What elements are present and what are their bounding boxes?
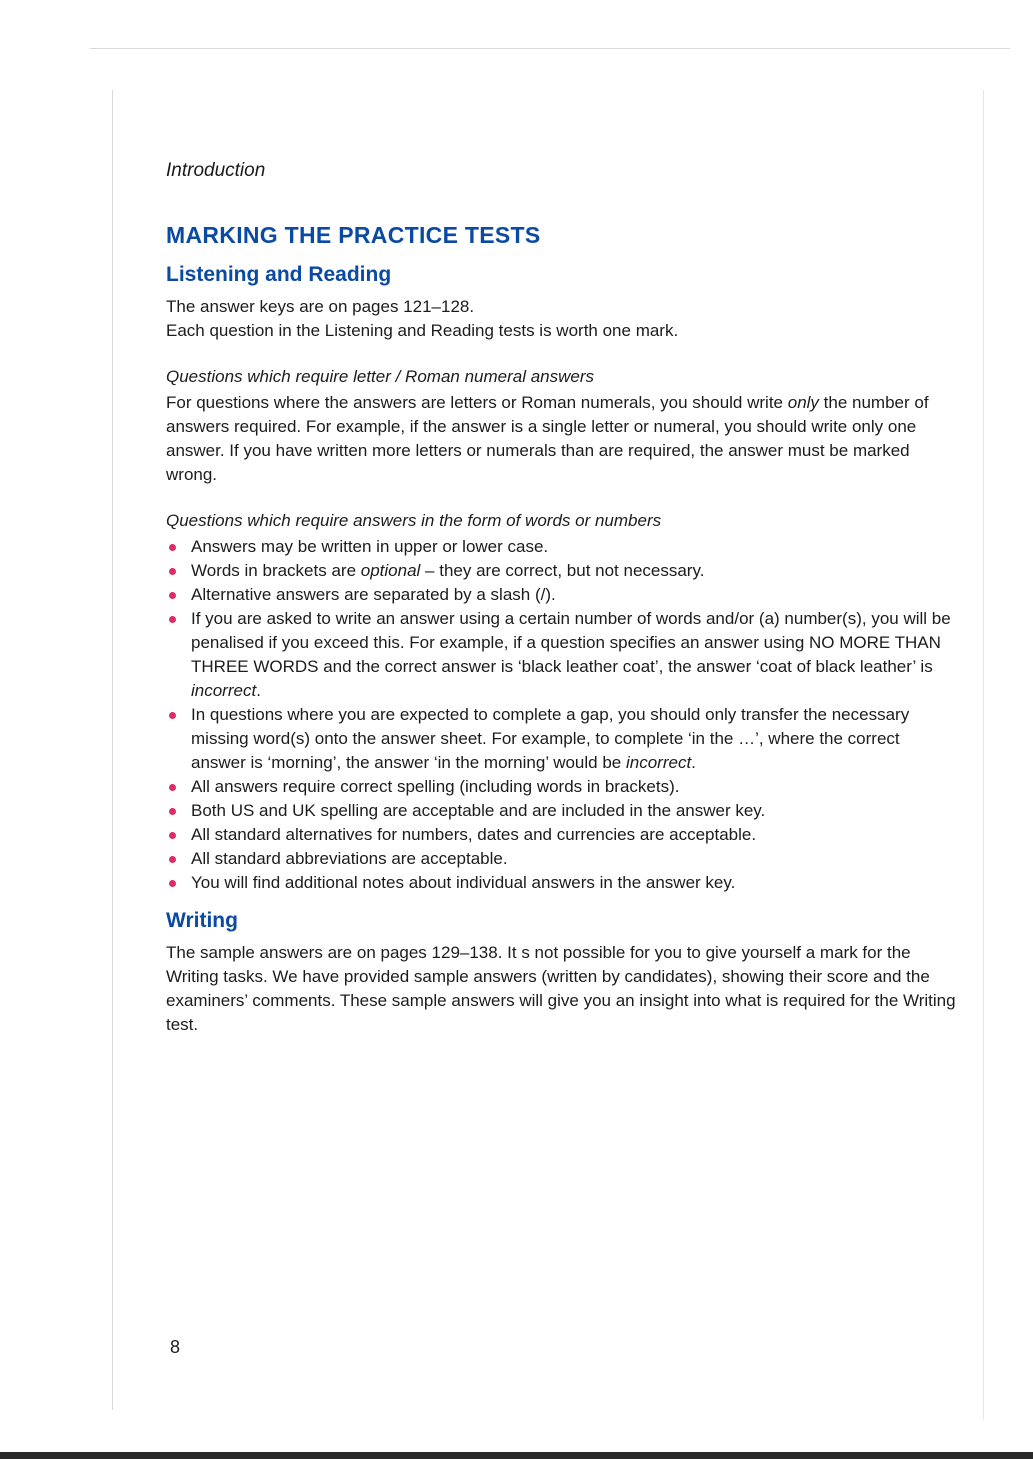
scan-edge-left bbox=[112, 90, 113, 1410]
list-item: In questions where you are expected to complete a gap, you should only transfer the necessary missing word(s) onto the answer sheet. For example, to complete ‘in the …’, where the correct answer is ‘morning’, the answer ‘in the morning’ would be incorrect. bbox=[166, 703, 956, 775]
bullet-dot bbox=[169, 832, 176, 839]
words-numbers-heading: Questions which require answers in the form of words or numbers bbox=[166, 511, 662, 530]
scan-rule-right bbox=[983, 90, 984, 1420]
list-item: If you are asked to write an answer using a certain number of words and/or (a) number(s), you will be penalised if you exceed this. For example, if a question specifies an answer using NO MORE THAN THREE WORDS and the correct answer is ‘black leather coat’, the answer ‘coat of black leather’ is incorrect. bbox=[166, 607, 956, 703]
page-title: MARKING THE PRACTICE TESTS bbox=[166, 222, 541, 248]
page-number: 8 bbox=[170, 1337, 181, 1357]
bullet-dot bbox=[169, 784, 176, 791]
list-item: All answers require correct spelling (including words in brackets). bbox=[166, 775, 956, 799]
bullet-dot bbox=[169, 712, 176, 719]
rules-list bbox=[166, 535, 956, 895]
running-header: Introduction bbox=[166, 160, 266, 181]
mark-value-line: Each question in the Listening and Reading tests is worth one mark. bbox=[166, 321, 679, 340]
bullet-dot bbox=[169, 568, 176, 575]
listening-reading-section bbox=[166, 263, 956, 343]
bullet-dot bbox=[169, 856, 176, 863]
list-item: Alternative answers are separated by a slash (/). bbox=[166, 583, 956, 607]
list-item: All standard alternatives for numbers, dates and currencies are acceptable. bbox=[166, 823, 956, 847]
list-item: Both US and UK spelling are acceptable and are included in the answer key. bbox=[166, 799, 956, 823]
words-numbers-section bbox=[166, 509, 956, 895]
writing-paragraph: The sample answers are on pages 129–138. It s not possible for you to give yourself a mark for the Writing tasks. We have provided sample answers (written by candidates), showing their score and the examiners’ comments. These sample answers will give you an insight into what is required for the Writing test. bbox=[166, 943, 956, 1034]
page-content bbox=[166, 160, 956, 1037]
bullet-dot bbox=[169, 616, 176, 623]
scan-rule-bottom bbox=[0, 1452, 1033, 1459]
writing-section bbox=[166, 909, 956, 1037]
letter-numeral-heading: Questions which require letter / Roman numeral answers bbox=[166, 367, 595, 386]
bullet-dot bbox=[169, 544, 176, 551]
scan-rule-top bbox=[90, 48, 1010, 49]
bullet-dot bbox=[169, 880, 176, 887]
list-item: All standard abbreviations are acceptable. bbox=[166, 847, 956, 871]
answer-keys-line: The answer keys are on pages 121–128. bbox=[166, 297, 475, 316]
letter-numeral-section bbox=[166, 365, 956, 487]
bullet-dot bbox=[169, 808, 176, 815]
writing-heading: Writing bbox=[166, 909, 238, 932]
bullet-dot bbox=[169, 592, 176, 599]
letter-numeral-paragraph: For questions where the answers are letters or Roman numerals, you should write only the number of answers required. For example, if the answer is a single letter or numeral, you should write only one answer. If you have written more letters or numerals than are required, the answer must be marked wrong. bbox=[166, 393, 929, 484]
listening-reading-heading: Listening and Reading bbox=[166, 263, 392, 286]
list-item: You will find additional notes about individual answers in the answer key. bbox=[166, 871, 956, 895]
list-item: Words in brackets are optional – they are correct, but not necessary. bbox=[166, 559, 956, 583]
list-item: Answers may be written in upper or lower case. bbox=[166, 535, 956, 559]
